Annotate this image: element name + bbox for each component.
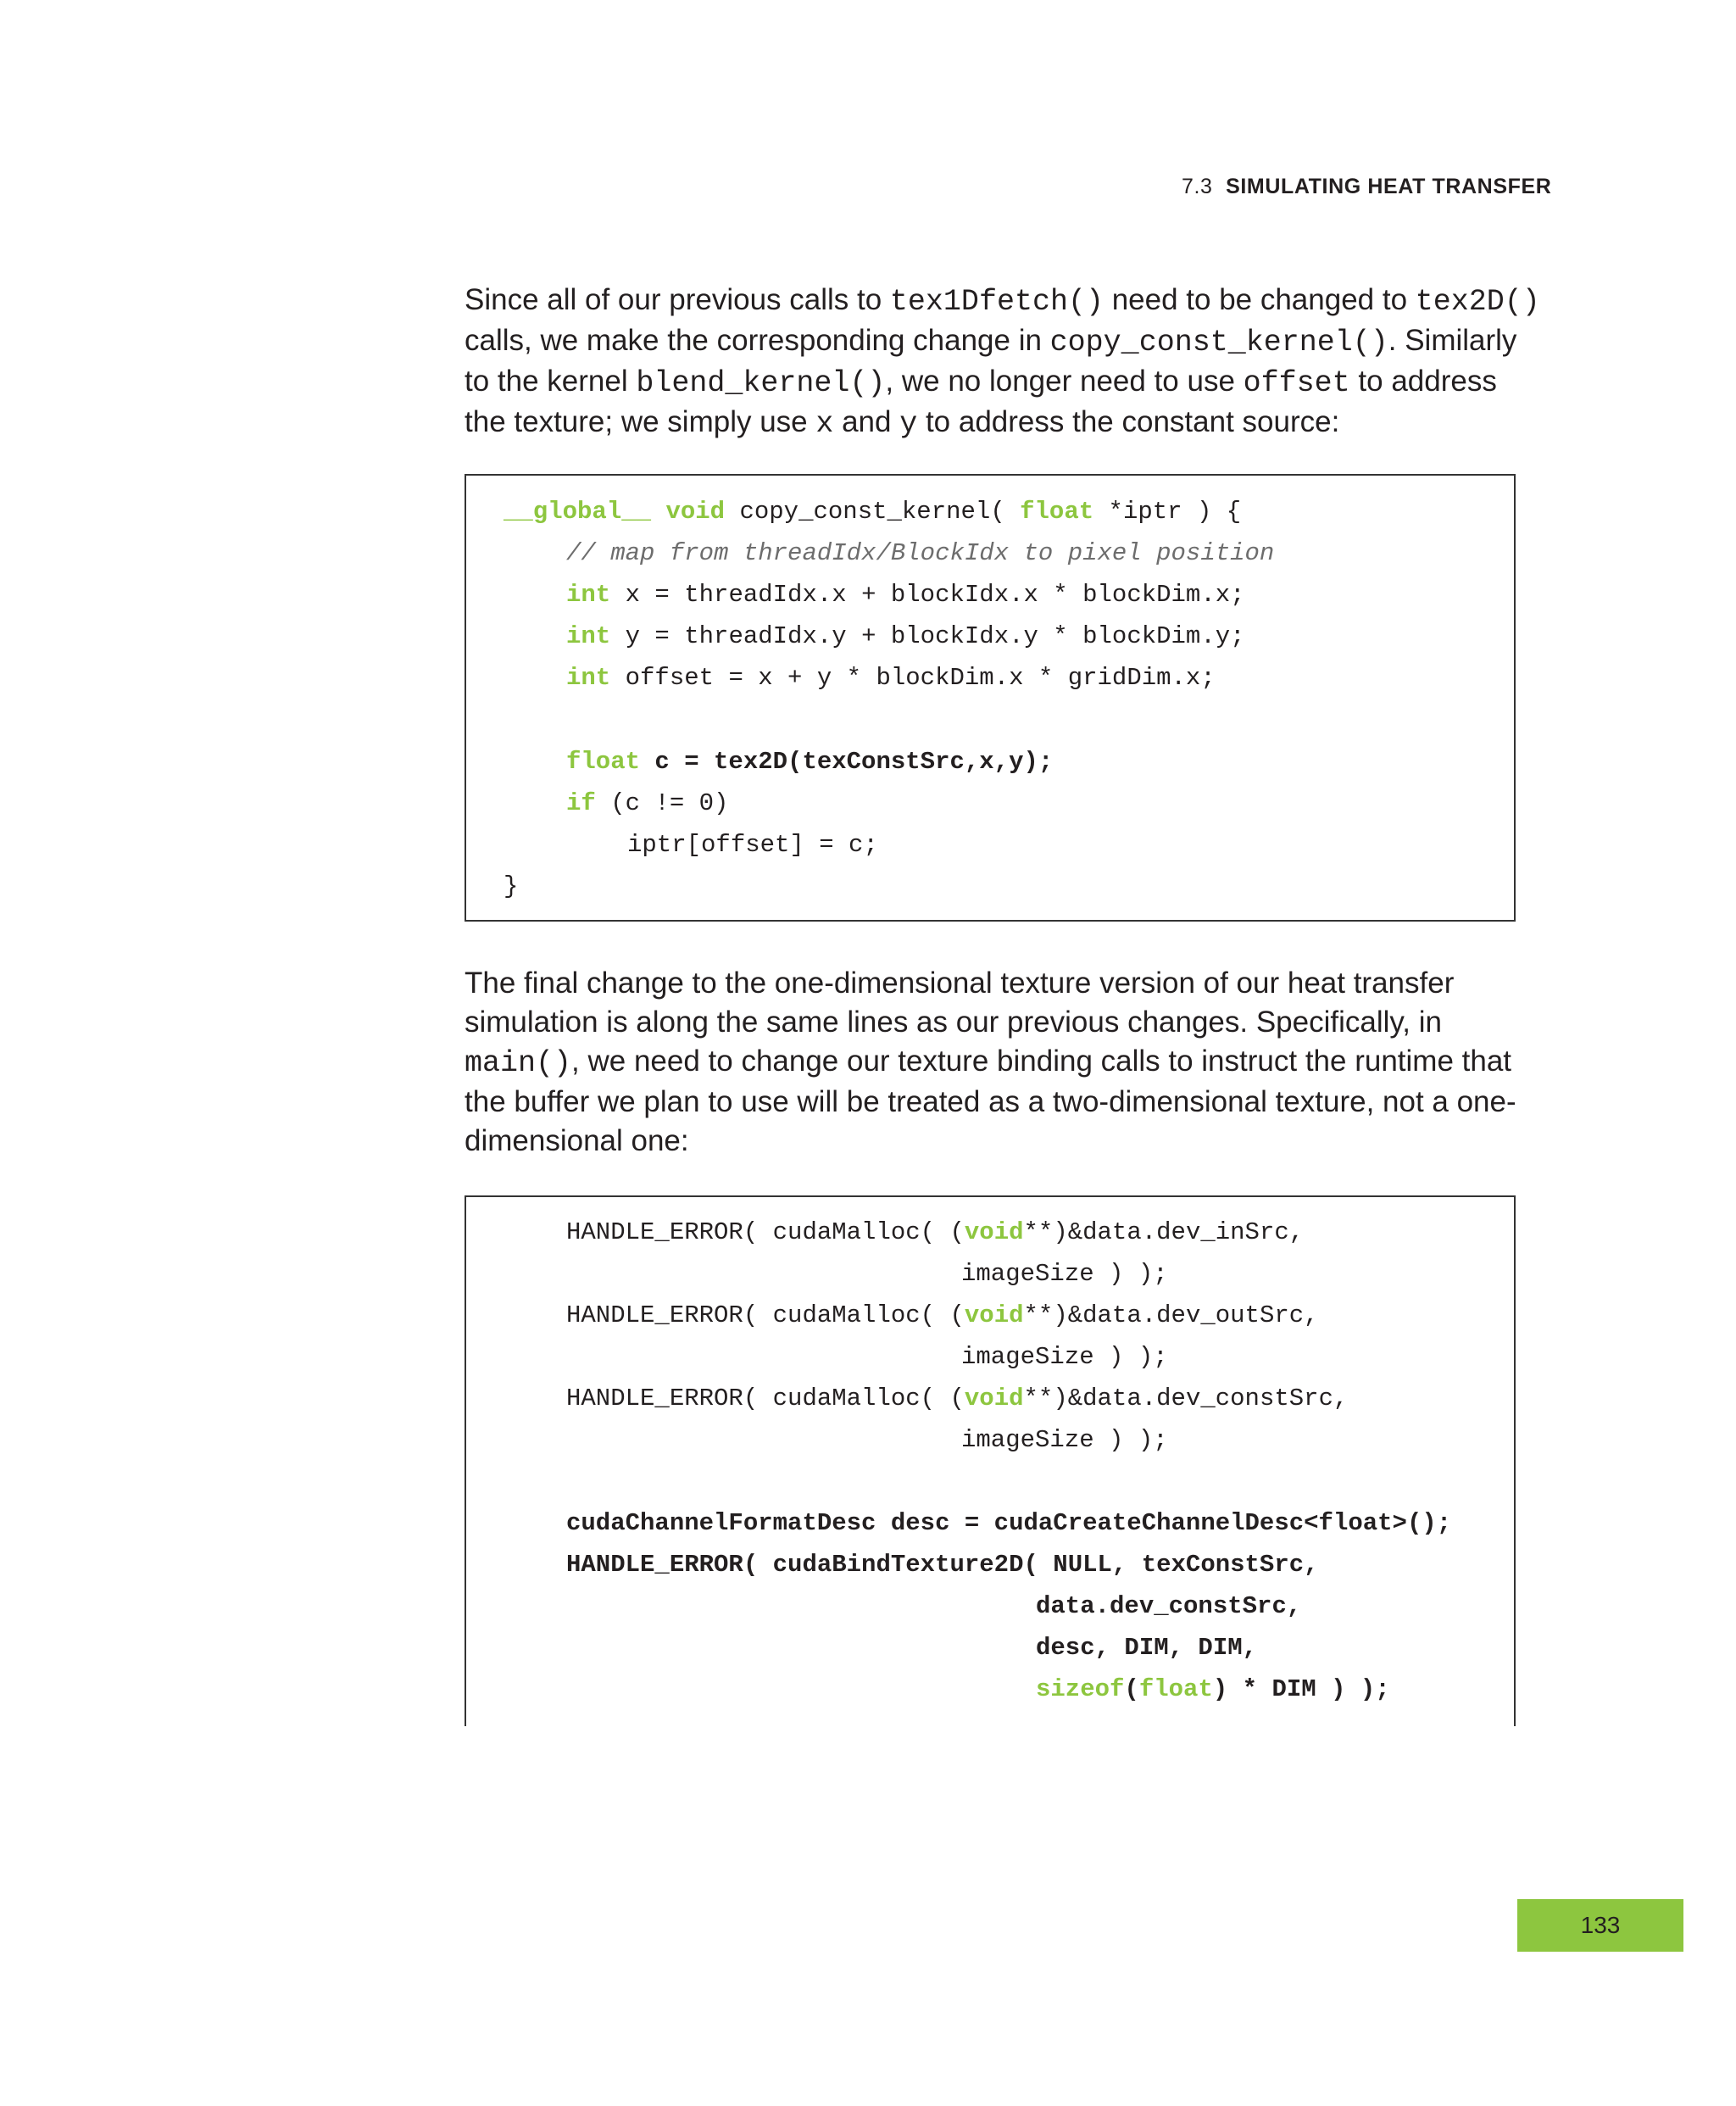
inline-code: blend_kernel() xyxy=(636,366,886,400)
paragraph-line: dimensional one: xyxy=(465,1124,689,1157)
paragraph-main-changes xyxy=(465,964,1521,1161)
code-line: HANDLE_ERROR( cudaBindTexture2D( NULL, texConstSrc, xyxy=(566,1551,1319,1579)
code-line: if (c != 0) xyxy=(566,789,729,817)
inline-code: copy_const_kernel() xyxy=(1049,326,1388,359)
code-line: imageSize ) ); xyxy=(961,1426,1168,1454)
code-line: imageSize ) ); xyxy=(961,1343,1168,1371)
inline-code: y xyxy=(899,407,918,441)
code-line: __global__ void copy_const_kernel( float *iptr ) { xyxy=(504,498,1242,526)
paragraph-line: the texture; we simply use x and y to address the constant source: xyxy=(465,405,1340,441)
code-line: data.dev_constSrc, xyxy=(1036,1592,1302,1620)
paragraph-line: Since all of our previous calls to tex1Dfetch() need to be changed to tex2D() xyxy=(465,283,1540,319)
section-title: SIMULATING HEAT TRANSFER xyxy=(1226,175,1552,198)
page-number-tab xyxy=(1517,1899,1683,1952)
paragraph-line: calls, we make the corresponding change in copy_const_kernel(). Similarly xyxy=(465,324,1517,359)
paragraph-line: simulation is along the same lines as our previous changes. Specifically, in xyxy=(465,1006,1443,1039)
inline-code: main() xyxy=(465,1046,572,1080)
paragraph-line: the buffer we plan to use will be treated as a two-dimensional texture, not a one- xyxy=(465,1085,1516,1118)
code-line: desc, DIM, DIM, xyxy=(1036,1634,1258,1662)
paragraph-intro xyxy=(465,281,1540,443)
code-comment: // map from threadIdx/BlockIdx to pixel position xyxy=(566,539,1275,567)
inline-code: x xyxy=(815,407,834,441)
code-line: imageSize ) ); xyxy=(961,1260,1168,1288)
code-line: float c = tex2D(texConstSrc,x,y); xyxy=(566,748,1054,776)
running-head xyxy=(1182,175,1551,199)
code-line: cudaChannelFormatDesc desc = cudaCreateChannelDesc<float>(); xyxy=(566,1509,1452,1537)
code-line: int y = threadIdx.y + blockIdx.y * blockDim.y; xyxy=(566,622,1245,650)
code-line: HANDLE_ERROR( cudaMalloc( (void**)&data.dev_inSrc, xyxy=(566,1218,1305,1246)
code-line: iptr[offset] = c; xyxy=(627,831,878,859)
code-block-copy-const-kernel xyxy=(465,474,1516,922)
section-number: 7.3 xyxy=(1182,175,1213,198)
inline-code: offset xyxy=(1243,366,1350,400)
paragraph-line: The final change to the one-dimensional texture version of our heat transfer xyxy=(465,967,1455,1000)
inline-code: tex2D() xyxy=(1415,285,1540,319)
code-line: int offset = x + y * blockDim.x * gridDim.x; xyxy=(566,664,1216,692)
code-line: HANDLE_ERROR( cudaMalloc( (void**)&data.dev_outSrc, xyxy=(566,1301,1319,1329)
page-number: 133 xyxy=(1580,1912,1621,1938)
inline-code: tex1Dfetch() xyxy=(889,285,1104,319)
paragraph-line: to the kernel blend_kernel(), we no longer need to use offset to address xyxy=(465,365,1497,400)
paragraph-line: main(), we need to change our texture binding calls to instruct the runtime that xyxy=(465,1045,1512,1080)
code-line: sizeof(float) * DIM ) ); xyxy=(1036,1675,1390,1703)
code-line: HANDLE_ERROR( cudaMalloc( (void**)&data.dev_constSrc, xyxy=(566,1384,1349,1412)
code-block-texture-binding xyxy=(465,1195,1516,1726)
code-line: int x = threadIdx.x + blockIdx.x * blockDim.x; xyxy=(566,581,1245,609)
code-line: } xyxy=(504,872,519,900)
